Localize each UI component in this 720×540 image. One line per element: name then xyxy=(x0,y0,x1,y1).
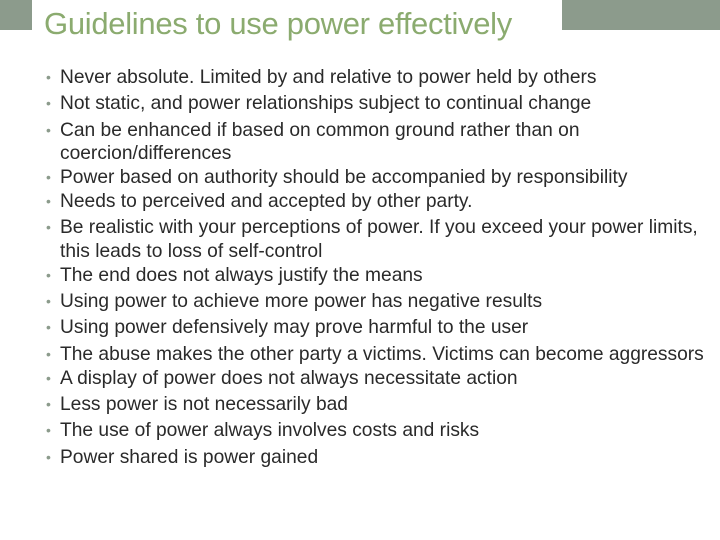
bullet-icon: • xyxy=(46,69,51,85)
bullet-item xyxy=(46,216,706,263)
slide-title: Guidelines to use power effectively xyxy=(44,6,512,41)
bullet-icon: • xyxy=(46,219,51,236)
bullet-item xyxy=(46,66,706,90)
bullet-text: The use of power always involves costs and risks xyxy=(60,420,480,442)
bullet-item xyxy=(46,190,706,214)
bullet-item xyxy=(46,264,706,288)
bullet-text: Using power defensively may prove harmful to the user xyxy=(60,317,529,339)
bullet-icon: • xyxy=(46,319,51,336)
bullet-item xyxy=(46,290,706,314)
bullet-text: Less power is not necessarily bad xyxy=(60,394,348,416)
bullet-text: Never absolute. Limited by and relative to power held by others xyxy=(60,67,597,88)
bullet-item xyxy=(46,367,706,391)
bullet-text: Not static, and power relationships subject to continual change xyxy=(60,93,592,115)
bullet-text: Power shared is power gained xyxy=(60,446,319,468)
bullet-icon: • xyxy=(46,95,51,112)
bullet-text: The end does not always justify the means xyxy=(60,264,423,286)
bullet-text: Can be enhanced if based on common ground rather than on coercion/differences xyxy=(60,119,580,165)
bullet-icon: • xyxy=(46,293,51,310)
bullet-item xyxy=(46,166,706,190)
bullet-icon: • xyxy=(46,345,51,362)
bullet-text: The abuse makes the other party a victims. Victims can become aggressors xyxy=(60,343,704,365)
bullet-icon: • xyxy=(46,369,51,386)
bullet-icon: • xyxy=(46,193,51,210)
bullet-item xyxy=(46,393,706,417)
bullet-icon: • xyxy=(46,422,51,439)
bullet-text: Using power to achieve more power has negative results xyxy=(60,291,543,313)
bullet-icon: • xyxy=(46,266,51,283)
bullet-text: Needs to perceived and accepted by other party. xyxy=(60,191,473,213)
bullet-icon: • xyxy=(46,121,51,138)
bullet-list xyxy=(46,66,706,472)
bullet-item xyxy=(46,316,706,340)
bullet-icon: • xyxy=(46,448,51,465)
bullet-icon: • xyxy=(46,169,51,186)
bullet-text: Power based on authority should be accompanied by responsibility xyxy=(60,167,628,189)
bullet-item xyxy=(46,92,706,116)
bullet-item xyxy=(46,446,706,470)
bullet-icon: • xyxy=(46,396,51,413)
bullet-item xyxy=(46,343,706,367)
bullet-text: A display of power does not always necessitate action xyxy=(60,367,518,389)
bullet-text: Be realistic with your perceptions of power. If you exceed your power limits, this leads to loss of self-control xyxy=(60,217,698,262)
bullet-item xyxy=(46,119,706,166)
bullet-item xyxy=(46,419,706,443)
